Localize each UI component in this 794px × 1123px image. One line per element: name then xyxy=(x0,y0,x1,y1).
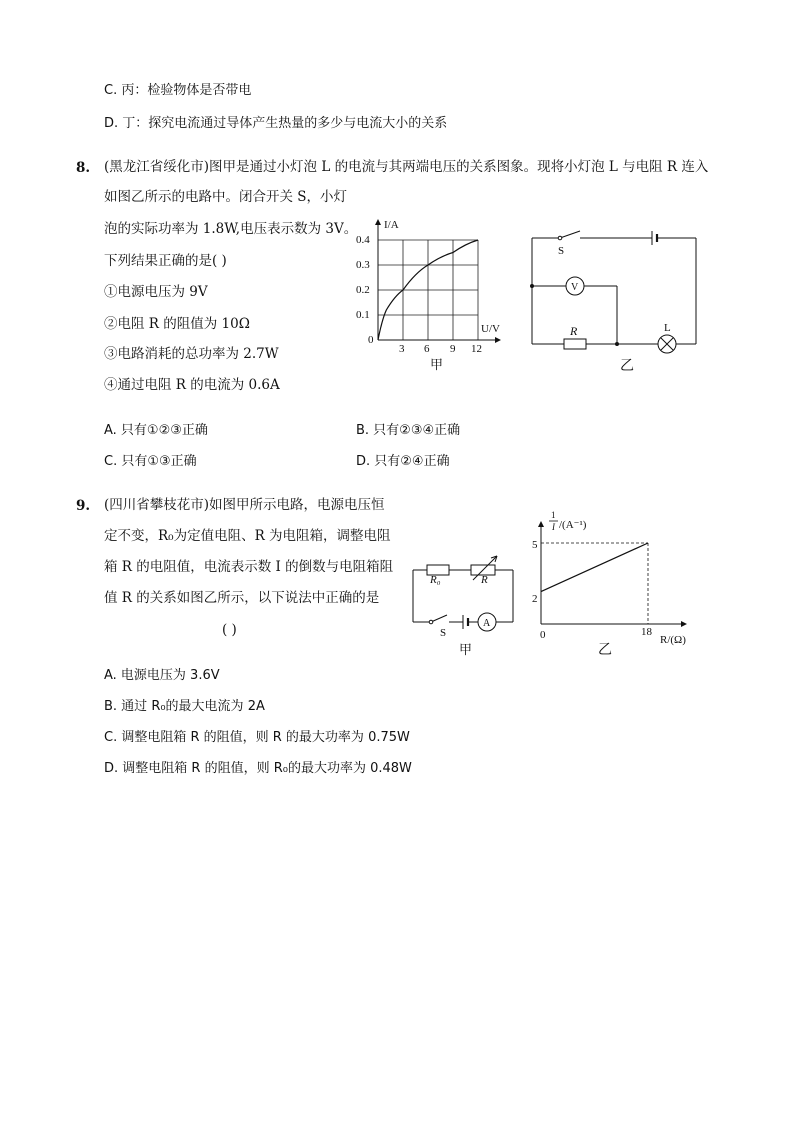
q8-graph-xlabel: U/V xyxy=(481,323,500,335)
q9-number: 9. xyxy=(76,498,91,514)
q8-circuit-resistor xyxy=(564,339,586,349)
q9-graph-origin: 0 xyxy=(540,629,546,641)
q9-graph-yi xyxy=(528,508,708,658)
q9-stem-line2: 定不变，R₀为定值电阻、R 为电阻箱，调整电阻 xyxy=(104,528,391,544)
q9-option-a[interactable]: A. 电源电压为 3.6V xyxy=(104,668,220,683)
q8-stem-line4: 下列结果正确的是( ) xyxy=(104,253,227,269)
q9-graph-ylabel-numerator: 1 xyxy=(551,510,556,520)
q9-graph-caption: 乙 xyxy=(598,643,612,658)
q8-statement-4: ④通过电阻 R 的电流为 0.6A xyxy=(104,377,280,393)
q8-circuit-voltmeter-label: V xyxy=(571,282,579,293)
q9-stem-line1: (四川省攀枝花市)如图甲所示电路，电源电压恒 xyxy=(104,497,385,513)
q9-graph-xlabel: R/(Ω) xyxy=(660,634,686,646)
q8-statement-3: ③电路消耗的总功率为 2.7W xyxy=(104,346,279,362)
q8-circuit-yi xyxy=(520,222,710,374)
q9-graph-x-tick-18: 18 xyxy=(641,626,652,638)
q9-circuit-jia xyxy=(405,552,523,660)
q8-circuit-junction xyxy=(530,284,534,288)
q8-graph-xtick: 9 xyxy=(450,343,456,355)
q8-circuit-junction xyxy=(615,342,619,346)
q8-graph-xtick: 3 xyxy=(399,343,405,355)
q8-circuit-resistor-label: R xyxy=(570,324,578,338)
q8-option-c[interactable]: C. 只有①③正确 xyxy=(104,454,197,469)
q8-stem-line3: 泡的实际功率为 1.8W,电压表示数为 3V。 xyxy=(104,221,358,237)
q8-statement-1: ①电源电压为 9V xyxy=(104,284,208,300)
q8-stem-line1: (黑龙江省绥化市)图甲是通过小灯泡 L 的电流与其两端电压的关系图象。现将小灯泡 L 与电阻 R 连入 xyxy=(104,159,709,175)
q8-graph-caption: 甲 xyxy=(430,357,444,372)
q8-circuit-switch-pivot xyxy=(558,236,562,240)
q8-graph-xtick: 6 xyxy=(424,343,430,355)
q8-circuit-caption: 乙 xyxy=(620,359,634,374)
q8-graph-xtick: 12 xyxy=(471,343,482,355)
q8-statement-2: ②电阻 R 的阻值为 10Ω xyxy=(104,316,250,332)
q9-graph-ylabel-unit: /(A⁻¹) xyxy=(559,519,587,531)
q9-circuit-r-label: R xyxy=(481,574,488,586)
q8-graph-ytick: 0.1 xyxy=(356,309,370,321)
q8-circuit-switch xyxy=(560,231,580,238)
q9-stem-line3: 箱 R 的电阻值，电流表示数 I 的倒数与电阻箱阻 xyxy=(104,559,394,575)
q8-graph-origin: 0 xyxy=(368,334,374,346)
q9-option-b[interactable]: B. 通过 R₀的最大电流为 2A xyxy=(104,699,265,714)
q9-graph-y-tick-5: 5 xyxy=(532,539,538,551)
q8-option-a[interactable]: A. 只有①②③正确 xyxy=(104,423,208,438)
q9-circuit-switch-pivot xyxy=(429,620,433,624)
q8-circuit-lamp-label: L xyxy=(664,322,671,334)
q9-option-c[interactable]: C. 调整电阻箱 R 的阻值，则 R 的最大功率为 0.75W xyxy=(104,730,410,745)
q9-graph-ylabel-denominator: I xyxy=(552,522,555,532)
q8-graph-ytick: 0.4 xyxy=(356,234,370,246)
q8-circuit-switch-label: S xyxy=(558,245,565,257)
q8-option-d[interactable]: D. 只有②④正确 xyxy=(356,454,450,469)
q8-graph-ylabel: I/A xyxy=(384,219,399,231)
prev-option-d: D. 丁：探究电流通过导体产生热量的多少与电流大小的关系 xyxy=(104,116,448,131)
q9-answer-paren: ( ) xyxy=(222,622,237,638)
q9-stem-line4: 值 R 的关系如图乙所示，以下说法中正确的是 xyxy=(104,590,380,606)
q9-graph-line xyxy=(541,543,648,592)
q9-circuit-ammeter-label: A xyxy=(483,618,491,629)
q9-circuit-switch-label: S xyxy=(440,627,447,639)
q8-stem-line2: 如图乙所示的电路中。闭合开关 S，小灯 xyxy=(104,189,348,205)
q9-circuit-switch xyxy=(431,615,447,622)
q8-graph-ytick: 0.2 xyxy=(356,284,370,296)
q8-graph-grid xyxy=(378,240,478,340)
q9-circuit-r0-label: R₀ xyxy=(430,574,441,586)
q8-number: 8. xyxy=(76,160,91,176)
q9-option-d[interactable]: D. 调整电阻箱 R 的阻值，则 R₀的最大功率为 0.48W xyxy=(104,761,412,776)
q8-graph-jia xyxy=(350,212,510,372)
q9-circuit-caption: 甲 xyxy=(459,642,473,657)
q8-option-b[interactable]: B. 只有②③④正确 xyxy=(356,423,461,438)
q9-graph-y-tick-2: 2 xyxy=(532,593,538,605)
prev-option-c: C. 丙：检验物体是否带电 xyxy=(104,83,252,98)
q8-graph-ytick: 0.3 xyxy=(356,259,370,271)
